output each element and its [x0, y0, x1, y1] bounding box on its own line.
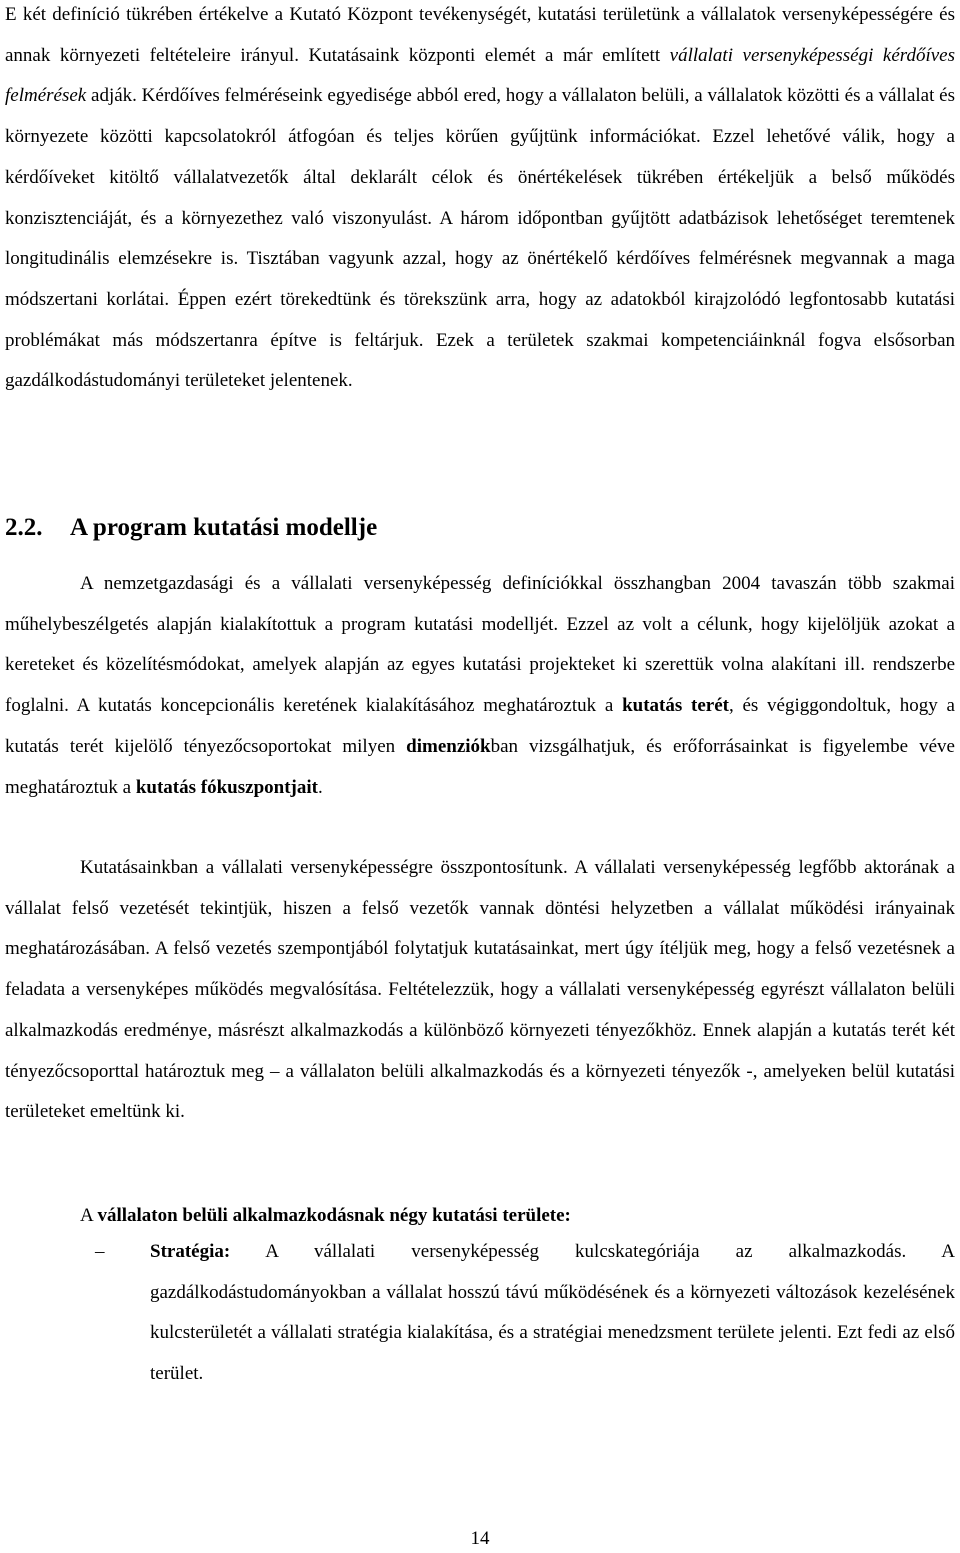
list-dash: – — [95, 1241, 105, 1262]
paragraph-text: ban vizsgálhatjuk, és erőforrásainkat is figyelembe véve meghatároztuk a — [5, 735, 955, 798]
bold-term: kutatás fókuszpontjait — [135, 776, 318, 798]
paragraph-text: A — [80, 1205, 98, 1226]
paragraph-text: , és végiggondoltuk, hogy a kutatás terét kijelölő tényezőcsoportokat milyen — [5, 695, 955, 757]
paragraph-text: A vállalati versenyképesség kulcskategóriája az alkalmazkodás. A gazdálkodástudományokban a vállalat hosszú távú működésének és a környezeti változások kezelésének kulcsterületét a vállalati stratégia kialakítása, és a stratégiai menedzsment területe jelenti. Ezt fedi az első terület. — [150, 1241, 955, 1385]
italic-emphasis: vállalati versenyképességi kérdőíves felmérések — [5, 44, 955, 107]
list-intro — [80, 1196, 955, 1237]
section-title: A program kutatási modellje — [70, 514, 378, 541]
page-number: 14 — [470, 1528, 490, 1549]
paragraph-text: adják. Kérdőíves felméréseink egyedisége abból ered, hogy a vállalaton belüli, a vállalatok közötti és a vállalat és környezete közötti kapcsolatokról átfogóan és teljes körűen gyűjtünk információkat. Ezzel lehetővé válik, hogy a kérdőíveket kitöltő vállalatvezetők által deklarált célok és önértékelések tükrében értékeljük a belső működés konzisztenciáját, és a környezethez való viszonyulást. A három időpontban gyűjtött adatbázisok lehetőséget teremtenek longitudinális elemzésekre is. Tisztában vagyunk azzal, hogy az önértékelő kérdőíves felmérésnek megvannak a maga módszertani korlátai. Éppen ezért törekedtünk és törekszünk arra, hogy az adatokból kirajzolódó legfontosabb kutatási problémákat más módszertanra építve is feltárjuk. Ezek a területek szakmai kompetenciáinknál fogva elsősorban gazdálkodástudományi területeket jelentenek. — [5, 85, 955, 392]
body-paragraph-1 — [5, 0, 955, 402]
body-paragraph-3 — [5, 848, 955, 1133]
list-item-text — [150, 1232, 955, 1395]
section-heading — [5, 508, 377, 548]
paragraph-text: A nemzetgazdasági és a vállalati versenyképesség definíciókkal összhangban 2004 tavaszán több szakmai műhelybeszélgetés alapján kialakítottuk a program kutatási modelljét. Ezzel az volt a célunk, hogy kijelöljük azokat a kereteket és közelítésmódokat, amelyek alapján az egyes kutatási projekteket ki szerettük volna alakítani ill. rendszerbe foglalni. A kutatás koncepcionális keretének kialakításához meghatároztuk a — [5, 573, 955, 717]
list-item-label: Stratégia: — [150, 1241, 231, 1262]
paragraph-text: E két definíció tükrében értékelve a Kutató Központ tevékenységét, kutatási területünk a vállalatok versenyképességére és annak környezeti feltételeire irányul. Kutatásaink központi elemét a már említett — [5, 4, 955, 66]
bold-term: kutatás terét — [622, 695, 729, 717]
list-item — [95, 1232, 955, 1395]
paragraph-text: Kutatásainkban a vállalati versenyképességre összpontosítunk. A vállalati versenyképesség legfőbb aktorának a vállalat felső vezetését tekintjük, hiszen a felső vezetők vannak döntési helyzetben a vállalat működési irányainak meghatározásában. A felső vezetés szempontjából folytatjuk kutatásainkat, mert úgy ítéljük meg, hogy a felső vezetésnek a feladata a versenyképes működés megvalósítása. Feltételezzük, hogy a vállalati versenyképesség egyrészt vállalaton belüli alkalmazkodás eredménye, másrészt alkalmazkodás a különböző környezeti tényezőkhöz. Ennek alapján a kutatás terét két tényezőcsoporttal határoztuk meg – a vállalaton belüli alkalmazkodás és a környezeti tényezők -, amelyeken belül kutatási területeket emeltünk ki. — [5, 857, 955, 1123]
body-paragraph-2 — [5, 564, 955, 808]
paragraph-text: . — [317, 776, 323, 798]
bold-term: dimenziók — [406, 735, 491, 757]
section-number: 2.2. — [5, 514, 43, 541]
bold-term: vállalaton belüli alkalmazkodásnak négy kutatási területe: — [97, 1205, 571, 1226]
